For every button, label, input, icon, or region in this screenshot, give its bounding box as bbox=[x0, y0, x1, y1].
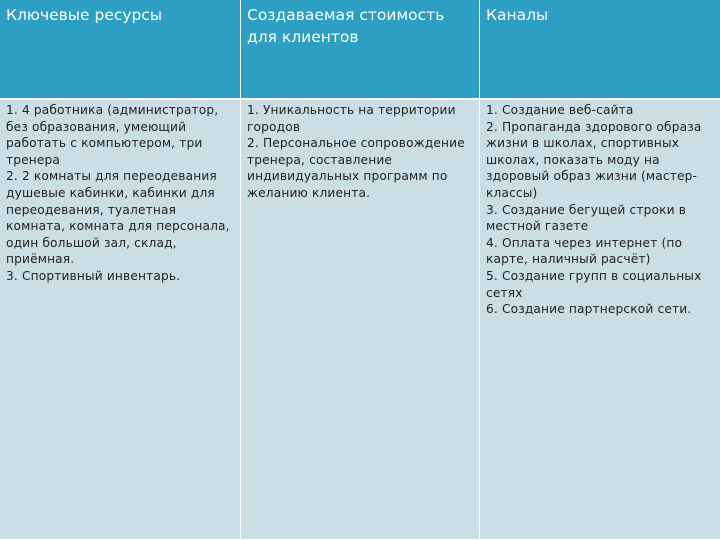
cell-channels: 1. Создание веб-сайта 2. Пропаганда здорового образа жизни в школах, спортивных школах, показать моду на здоровый образ жизни (мастер-классы) 3. Создание бегущей строки в местной газете 4. Оплата через интернет (по карте, наличный расчёт) 5. Создание групп в социальных сетях 6. Создание партнерской сети. bbox=[480, 100, 720, 540]
header-value-proposition: Создаваемая стоимость для клиентов bbox=[241, 0, 480, 100]
header-key-resources: Ключевые ресурсы bbox=[0, 0, 241, 100]
cell-value-proposition: 1. Уникальность на территории городов 2. Персональное сопровождение тренера, составление индивидуальных программ по желанию клиента. bbox=[241, 100, 480, 540]
header-channels: Каналы bbox=[480, 0, 720, 100]
cell-key-resources: 1. 4 работника (администратор, без образования, умеющий работать с компьютером, три тренера 2. 2 комнаты для переодевания душевые кабинки, кабинки для переодевания, туалетная комната, комната для персонала, один большой зал, склад, приёмная. 3. Спортивный инвентарь. bbox=[0, 100, 241, 540]
